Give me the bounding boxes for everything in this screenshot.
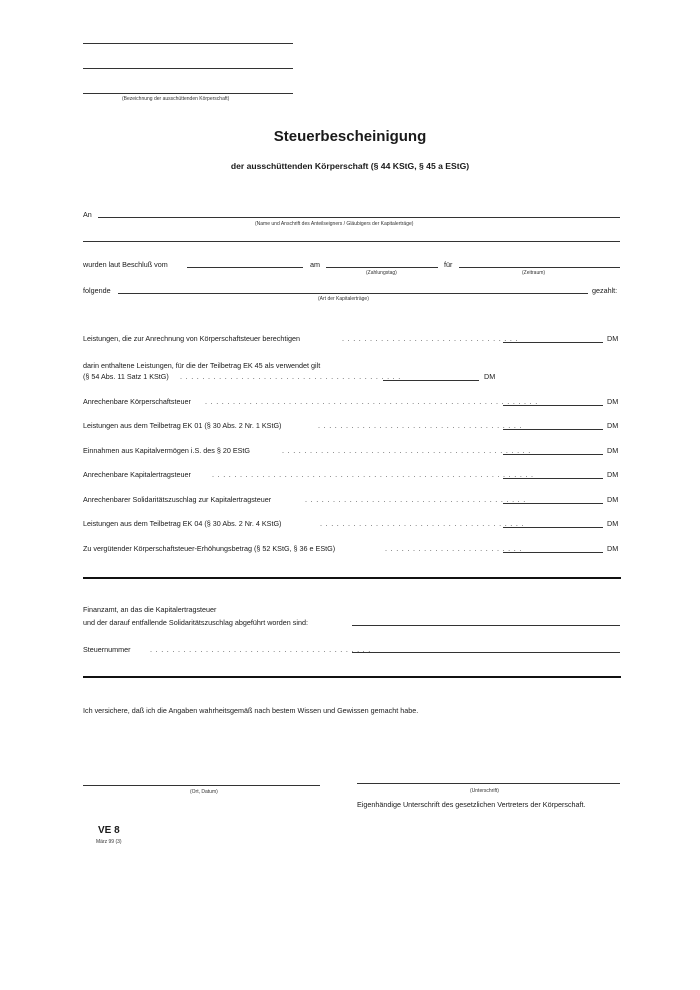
item-label: Zu vergütender Körperschaftsteuer-Erhöhungsbetrag (§ 52 KStG, § 36 e EStG) xyxy=(83,544,336,553)
item-unit: DM xyxy=(607,544,619,553)
item-dots: .......................................................... xyxy=(212,470,537,479)
finanzamt-field[interactable] xyxy=(352,625,620,626)
item-dots: ......................... xyxy=(385,544,525,553)
finanzamt-line-2: und der darauf entfallende Solidaritätszuschlag abgeführt worden sind: xyxy=(83,618,308,627)
signature-caption: (Unterschrift) xyxy=(470,788,499,794)
gezahlt-label: gezahlt: xyxy=(592,286,618,295)
item-unit: DM xyxy=(607,519,619,528)
item-unit: DM xyxy=(484,372,496,381)
resolution-label: wurden laut Beschluß vom xyxy=(83,260,168,269)
section-divider xyxy=(83,577,621,579)
form-date: März 99 (3) xyxy=(96,839,122,845)
item-unit: DM xyxy=(607,397,619,406)
signature-line[interactable] xyxy=(357,783,620,784)
item-label: Einnahmen aus Kapitalvermögen i.S. des § 20 EStG xyxy=(83,446,251,455)
section-divider-2 xyxy=(83,676,621,678)
item-amount-line[interactable] xyxy=(503,429,603,430)
item-label: Leistungen aus dem Teilbetrag EK 04 (§ 30 Abs. 2 Nr. 4 KStG) xyxy=(83,519,282,528)
item-label-2: (§ 54 Abs. 11 Satz 1 KStG) xyxy=(83,372,169,381)
item-amount-line[interactable] xyxy=(503,552,603,553)
item-label: Anrechenbare Körperschaftsteuer xyxy=(83,397,191,406)
item-unit: DM xyxy=(607,334,619,343)
item-unit: DM xyxy=(607,470,619,479)
fuer-label: für xyxy=(444,260,453,269)
item-dots: ..................................... xyxy=(320,519,528,528)
am-caption: (Zahlungstag) xyxy=(366,270,397,276)
item-unit: DM xyxy=(607,421,619,430)
item-amount-line[interactable] xyxy=(503,527,603,528)
item-dots: ..................................... xyxy=(318,421,526,430)
item-amount-line[interactable] xyxy=(503,342,603,343)
form-code: VE 8 xyxy=(98,825,120,836)
recipient-caption: (Name und Anschrift des Anteilseigners / Gläubigers der Kapitalerträge) xyxy=(255,221,414,227)
issuer-line-3[interactable] xyxy=(83,93,293,94)
folgende-caption: (Art der Kapitalerträge) xyxy=(318,296,369,302)
issuer-line-1[interactable] xyxy=(83,43,293,44)
resolution-date-line[interactable] xyxy=(187,267,303,268)
item-dots: ............................................. xyxy=(282,446,534,455)
item-label: darin enthaltene Leistungen, für die der Teilbetrag EK 45 als verwendet gilt xyxy=(83,361,321,370)
issuer-line-2[interactable] xyxy=(83,68,293,69)
recipient-label: An xyxy=(83,210,92,219)
period-line[interactable] xyxy=(459,267,620,268)
item-unit: DM xyxy=(607,446,619,455)
steuernummer-label: Steuernummer xyxy=(83,645,131,654)
folgende-label: folgende xyxy=(83,286,111,295)
item-unit: DM xyxy=(607,495,619,504)
item-amount-line[interactable] xyxy=(503,454,603,455)
item-dots: ........................................ xyxy=(305,495,529,504)
payment-date-line[interactable] xyxy=(326,267,438,268)
steuernummer-dots: ........................................ xyxy=(150,645,374,654)
item-amount-line[interactable] xyxy=(503,503,603,504)
kind-line[interactable] xyxy=(118,293,588,294)
am-label: am xyxy=(310,260,320,269)
signature-note: Eigenhändige Unterschrift des gesetzlichen Vertreters der Körperschaft. xyxy=(357,800,586,809)
place-date-line[interactable] xyxy=(83,785,320,786)
steuernummer-field[interactable] xyxy=(352,652,620,653)
finanzamt-line-1: Finanzamt, an das die Kapitalertragsteuer xyxy=(83,605,217,614)
place-date-caption: (Ort, Datum) xyxy=(190,789,218,795)
item-amount-line[interactable] xyxy=(503,405,603,406)
recipient-line-2[interactable] xyxy=(83,241,620,242)
item-label: Leistungen aus dem Teilbetrag EK 01 (§ 30 Abs. 2 Nr. 1 KStG) xyxy=(83,421,282,430)
item-label: Anrechenbarer Solidaritätszuschlag zur Kapitalertragsteuer xyxy=(83,495,272,504)
item-amount-line[interactable] xyxy=(503,478,603,479)
item-amount-line[interactable] xyxy=(383,380,479,381)
issuer-caption: (Bezeichnung der ausschüttenden Körperschaft) xyxy=(122,96,230,102)
item-dots: ........................................ xyxy=(180,372,404,381)
page-title: Steuerbescheinigung xyxy=(273,128,427,145)
item-dots: ................................ xyxy=(342,334,522,343)
item-label: Leistungen, die zur Anrechnung von Körperschaftsteuer berechtigen xyxy=(83,334,300,343)
page-subtitle: der ausschüttenden Körperschaft (§ 44 KStG, § 45 a EStG) xyxy=(230,161,470,171)
fuer-caption: (Zeitraum) xyxy=(522,270,546,276)
recipient-line-1[interactable] xyxy=(98,217,620,218)
item-dots: ............................................................ xyxy=(205,397,541,406)
declaration-text: Ich versichere, daß ich die Angaben wahrheitsgemäß nach bestem Wissen und Gewissen gemacht habe. xyxy=(83,706,419,715)
item-label: Anrechenbare Kapitalertragsteuer xyxy=(83,470,191,479)
